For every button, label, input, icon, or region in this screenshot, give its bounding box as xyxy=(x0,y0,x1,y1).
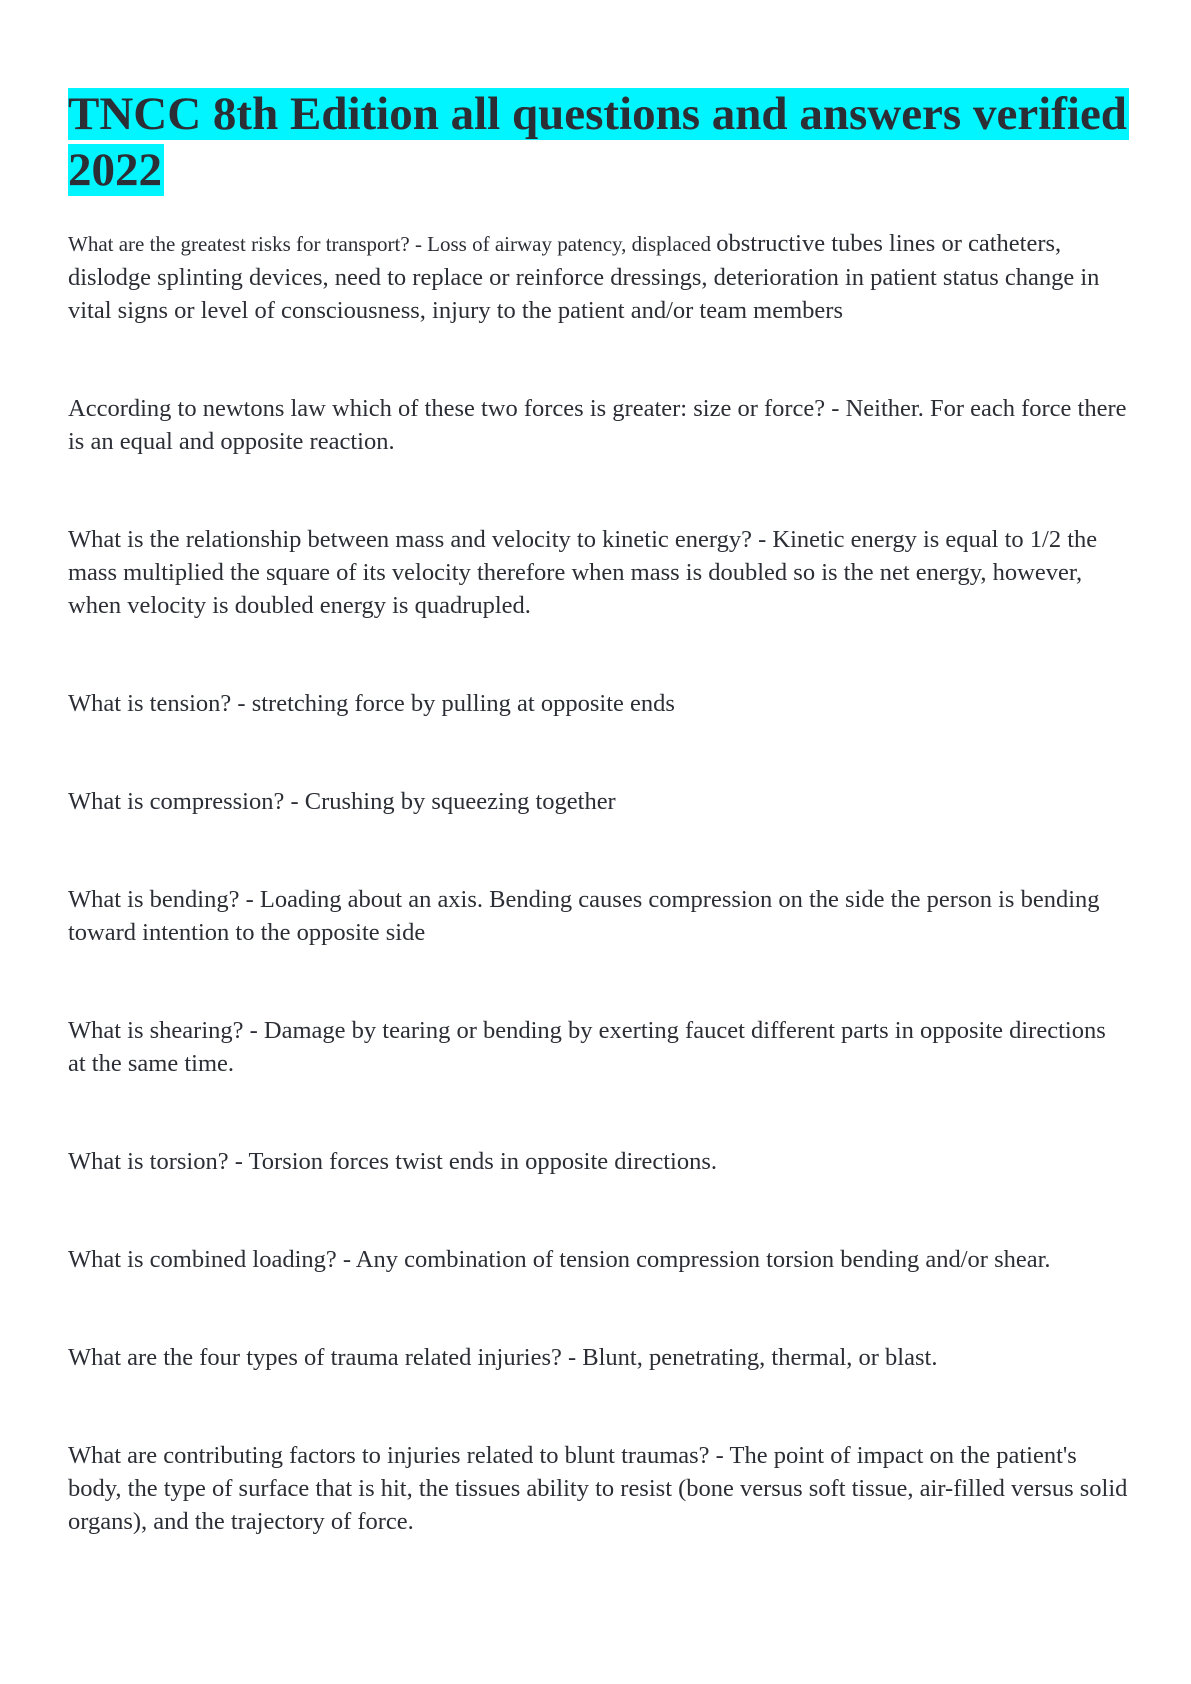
qa-item-bending: What is bending? - Loading about an axis. Bending causes compression on the side the person is bending toward intention to the opposite side xyxy=(68,886,1100,946)
qa-list xyxy=(68,227,1128,1538)
document-title xyxy=(68,86,1128,198)
qa-item-compression: What is compression? - Crushing by squeezing together xyxy=(68,788,616,815)
qa-item-trauma-types: What are the four types of trauma related injuries? - Blunt, penetrating, thermal, or blast. xyxy=(68,1344,938,1371)
qa-item-tension: What is tension? - stretching force by pulling at opposite ends xyxy=(68,690,675,717)
document-page xyxy=(68,86,1128,1538)
qa-item-combined-loading: What is combined loading? - Any combination of tension compression torsion bending and/or shear. xyxy=(68,1246,1051,1273)
qa-item-shearing: What is shearing? - Damage by tearing or bending by exerting faucet different parts in opposite directions at the same time. xyxy=(68,1017,1106,1077)
qa-item-blunt-trauma-factors: What are contributing factors to injuries related to blunt traumas? - The point of impact on the patient's body, the type of surface that is hit, the tissues ability to resist (bone versus soft tissue, air-filled versus solid organs), and the trajectory of force. xyxy=(68,1442,1128,1535)
qa-item-transport-risks xyxy=(68,227,1128,327)
qa-item-newtons-law: According to newtons law which of these two forces is greater: size or force? - Neither. For each force there is an equal and opposite reaction. xyxy=(68,395,1127,455)
qa-item-torsion: What is torsion? - Torsion forces twist ends in opposite directions. xyxy=(68,1148,718,1175)
qa-item-text: obstructive tubes lines or catheters, dislodge splinting devices, need to replace or reinforce dressings, deterioration in patient status change in vital signs or level of consciousness, injury to the patient and/or team members xyxy=(68,230,1100,324)
qa-item-lead: What are the greatest risks for transport? - Loss of airway patency, displaced xyxy=(68,232,717,256)
title-highlight: TNCC 8th Edition all questions and answers verified 2022 xyxy=(68,88,1127,196)
qa-item-kinetic-energy: What is the relationship between mass and velocity to kinetic energy? - Kinetic energy is equal to 1/2 the mass multiplied the square of its velocity therefore when mass is doubled so is the net energy, however, when velocity is doubled energy is quadrupled. xyxy=(68,526,1098,619)
